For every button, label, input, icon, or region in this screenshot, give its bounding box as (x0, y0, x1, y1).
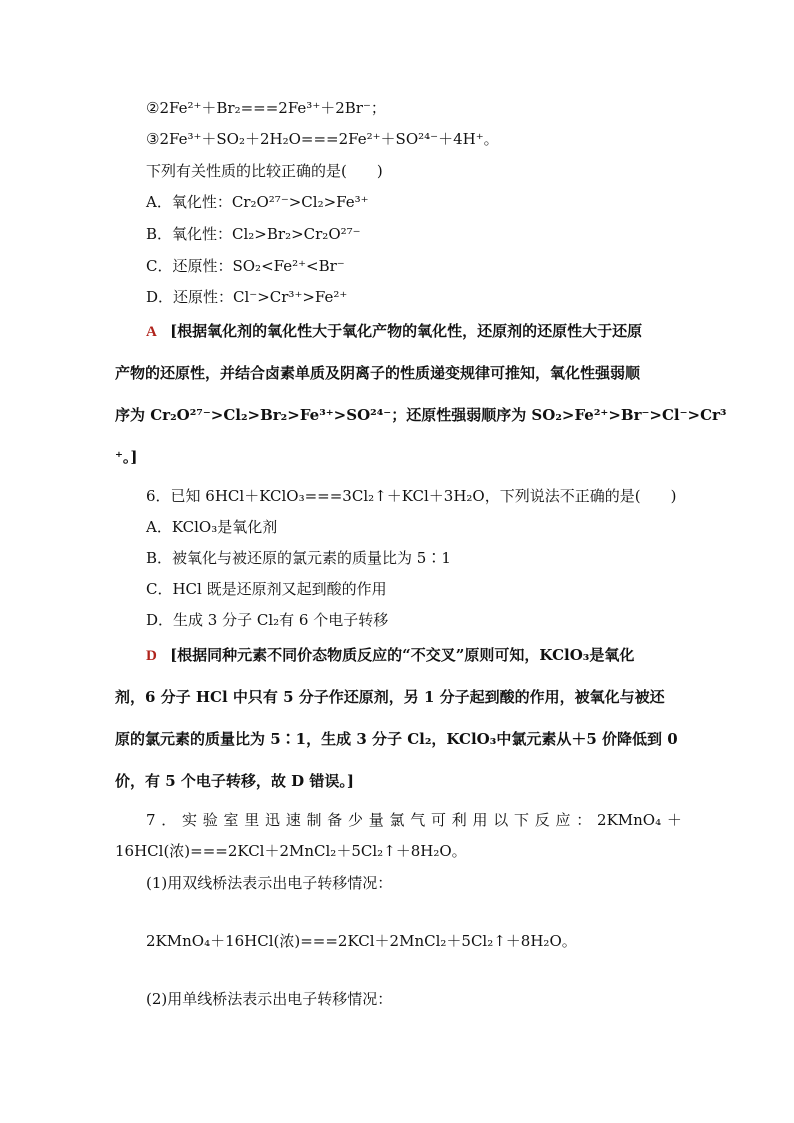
q7-stem-char: 室 (223, 811, 239, 829)
q6-explanation-text: [根据同种元素不同价态物质反应的“不交叉”原则可知，KClO₃是氧化 (170, 646, 635, 664)
q7-stem-char: 下 (514, 811, 530, 829)
q7-stem-char: 少 (348, 811, 364, 829)
q5-option-b: B．氧化性：Cl₂>Br₂>Cr₂O²⁷⁻ (146, 225, 361, 243)
q7-stem-char: 里 (244, 811, 260, 829)
q7-stem-line-2: 16HCl(浓)===2KCl＋2MnCl₂＋5Cl₂↑＋8H₂O。 (115, 842, 467, 860)
q7-stem-char: 反 (534, 811, 550, 829)
q6-answer-letter: D (146, 648, 157, 664)
q7-equation: 2KMnO₄＋16HCl(浓)===2KCl＋2MnCl₂＋5Cl₂↑＋8H₂O。 (146, 932, 577, 950)
q7-stem-char: 用 (472, 811, 488, 829)
q7-stem-char: 7 (146, 811, 156, 829)
q5-equation-2: ②2Fe²⁺＋Br₂===2Fe³⁺＋2Br⁻； (146, 99, 386, 117)
q7-stem-char: 气 (410, 811, 426, 829)
q6-explanation-line-1 (146, 646, 634, 665)
q6-explanation-line-4: 价，有 5 个电子转移，故 D 错误。] (115, 772, 354, 790)
q7-stem-char: ＋ (666, 811, 682, 829)
q5-explanation-text: [根据氧化剂的氧化性大于氧化产物的氧化性，还原剂的还原性大于还原 (170, 322, 643, 340)
q5-explanation-line-3: 序为 Cr₂O²⁷⁻>Cl₂>Br₂>Fe³⁺>SO²⁴⁻；还原性强弱顺序为 SO₂>Fe²⁺>Br⁻>Cl⁻>Cr³ (115, 406, 727, 424)
q6-option-a: A．KClO₃是氧化剂 (146, 518, 278, 536)
q7-stem-char: 量 (368, 811, 384, 829)
q5-explanation-line-2: 产物的还原性，并结合卤素单质及阴离子的性质递变规律可推知，氧化性强弱顺 (115, 364, 641, 382)
q7-stem-char: 制 (306, 811, 322, 829)
q5-option-c: C．还原性：SO₂<Fe²⁺<Br⁻ (146, 257, 345, 275)
q7-stem-char: ． (161, 811, 177, 829)
q5-explanation-line-4: ⁺。] (115, 448, 138, 466)
q7-stem-char: 实 (182, 811, 198, 829)
q5-option-d: D．还原性：Cl⁻>Cr³⁺>Fe²⁺ (146, 288, 348, 306)
q7-stem-char: 2KMnO₄ (597, 811, 662, 829)
q7-stem-char: ： (576, 811, 592, 829)
q6-option-d: D．生成 3 分子 Cl₂有 6 个电子转移 (146, 611, 389, 629)
q5-explanation-line-1 (146, 322, 642, 341)
q6-stem: 6．已知 6HCl＋KClO₃===3Cl₂↑＋KCl＋3H₂O，下列说法不正确的是( ) (146, 487, 677, 505)
q7-stem-char: 迅 (265, 811, 281, 829)
q7-stem-char: 验 (202, 811, 218, 829)
q5-answer-letter: A (146, 324, 157, 340)
q7-stem-char: 以 (493, 811, 509, 829)
q5-equation-3: ③2Fe³⁺＋SO₂＋2H₂O===2Fe²⁺＋SO²⁴⁻＋4H⁺。 (146, 130, 499, 148)
q7-subquestion-2: (2)用单线桥法表示出电子转移情况： (146, 990, 393, 1008)
q6-explanation-line-3: 原的氯元素的质量比为 5∶1，生成 3 分子 Cl₂，KClO₃中氯元素从＋5 价降低到 0 (115, 730, 678, 748)
q7-stem-char: 利 (451, 811, 467, 829)
q7-stem-line-1 (146, 811, 682, 829)
q6-explanation-line-2: 剂，6 分子 HCl 中只有 5 分子作还原剂，另 1 分子起到酸的作用，被氧化与被还 (115, 688, 665, 706)
q7-stem-char: 应 (555, 811, 571, 829)
q7-stem-char: 速 (285, 811, 301, 829)
q5-option-a: A．氧化性：Cr₂O²⁷⁻>Cl₂>Fe³⁺ (146, 193, 369, 211)
q7-stem-char: 氯 (389, 811, 405, 829)
q7-stem-char: 可 (431, 811, 447, 829)
q7-subquestion-1: (1)用双线桥法表示出电子转移情况： (146, 874, 393, 892)
q5-stem: 下列有关性质的比较正确的是( ) (146, 162, 383, 180)
q7-stem-char: 备 (327, 811, 343, 829)
q6-option-c: C．HCl 既是还原剂又起到酸的作用 (146, 580, 387, 598)
q6-option-b: B．被氧化与被还原的氯元素的质量比为 5∶1 (146, 549, 451, 567)
